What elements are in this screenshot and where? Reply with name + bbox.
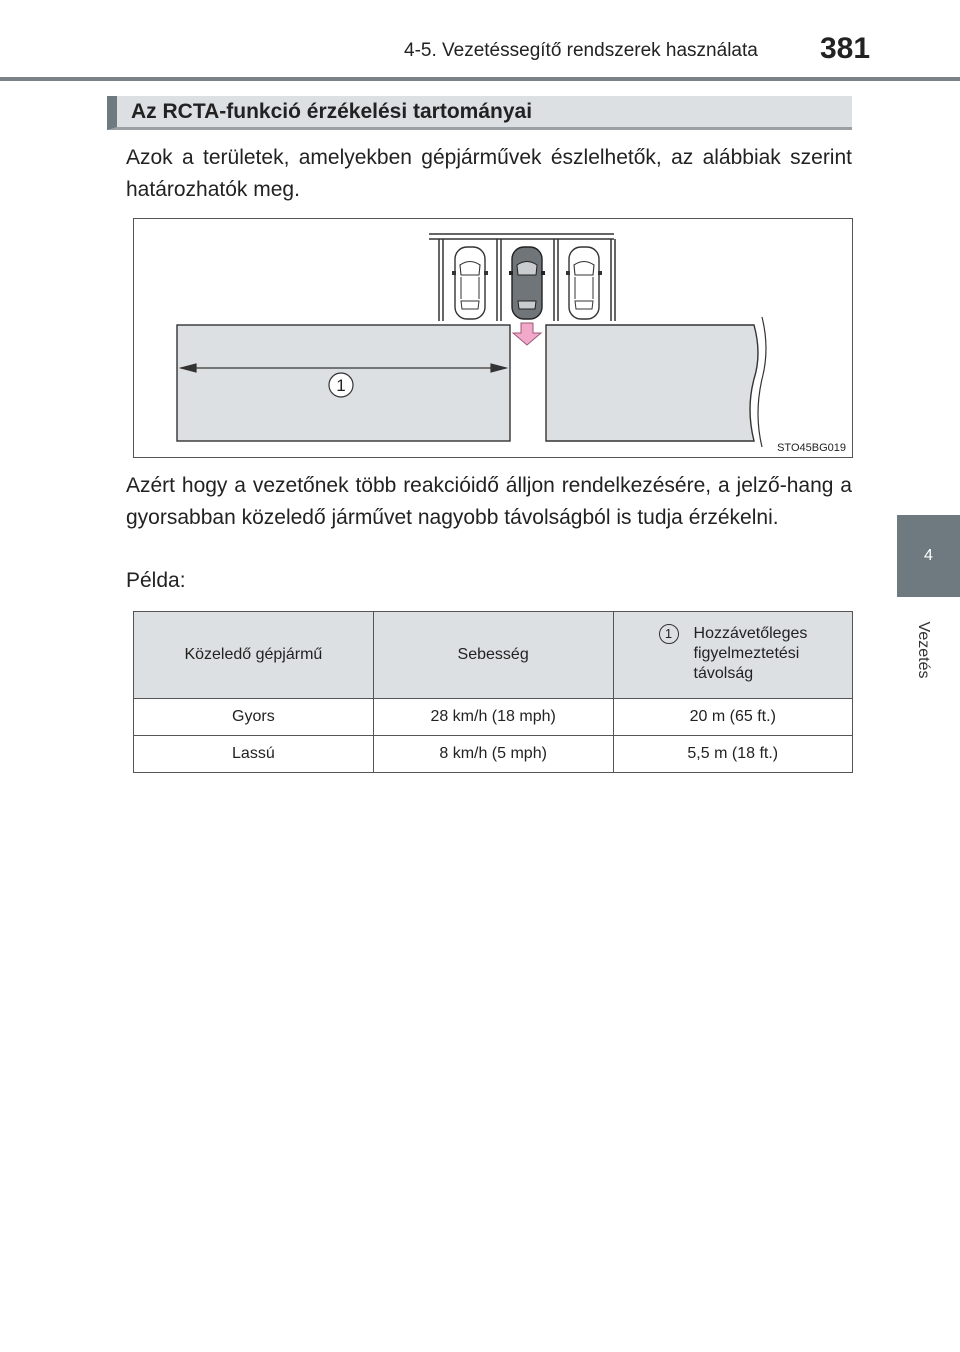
- chapter-tab-label: Vezetés: [915, 621, 932, 679]
- parked-car-right: [566, 247, 602, 319]
- example-label: Példa:: [126, 569, 186, 592]
- section-heading: [107, 96, 852, 130]
- table-header-row: [134, 612, 853, 699]
- section-heading-text: Az RCTA-funkció érzékelési tartományai: [131, 100, 533, 123]
- table-row: [134, 736, 853, 773]
- row-distance: 20 m (65 ft.): [613, 699, 852, 736]
- header-divider: [0, 77, 960, 81]
- row-vehicle: Gyors: [134, 699, 374, 736]
- chapter-tab[interactable]: [897, 515, 960, 597]
- detection-zone-right: [546, 325, 758, 441]
- page-number: 381: [820, 32, 871, 65]
- callout-number: 1: [336, 376, 346, 395]
- row-speed: 8 km/h (5 mph): [373, 736, 613, 773]
- zone-break-line: [758, 317, 766, 447]
- detection-range-figure: [133, 218, 853, 458]
- header-distance: Hozzávetőleges figyelmeztetési távolság: [693, 625, 808, 682]
- header-speed: Sebesség: [373, 612, 613, 699]
- header-vehicle: Közeledő gépjármű: [134, 612, 374, 699]
- detection-range-illustration: [134, 219, 854, 459]
- chapter-tab-number: 4: [924, 547, 933, 564]
- reverse-direction-arrow: [513, 323, 541, 345]
- header-distance-cell: [613, 612, 852, 699]
- row-distance: 5,5 m (18 ft.): [613, 736, 852, 773]
- intro-paragraph: Azok a területek, amelyekben gépjárművek észlelhetők, az alábbiak szerint határozhatók meg.: [126, 146, 852, 201]
- warning-distance-table: [133, 611, 853, 773]
- row-speed: 28 km/h (18 mph): [373, 699, 613, 736]
- reason-paragraph: Azért hogy a vezetőnek több reakcióidő álljon rendelkezésére, a jelző-hang a gyorsabban közeledő járművet nagyobb távolságból is tudja érzékelni.: [126, 474, 852, 529]
- own-vehicle: [509, 247, 545, 319]
- running-header-title: 4-5. Vezetéssegítő rendszerek használata: [404, 40, 758, 61]
- figure-code: STO45BG019: [777, 442, 846, 454]
- parked-car-left: [452, 247, 488, 319]
- header-distance-callout: 1: [659, 624, 679, 644]
- row-vehicle: Lassú: [134, 736, 374, 773]
- table-row: [134, 699, 853, 736]
